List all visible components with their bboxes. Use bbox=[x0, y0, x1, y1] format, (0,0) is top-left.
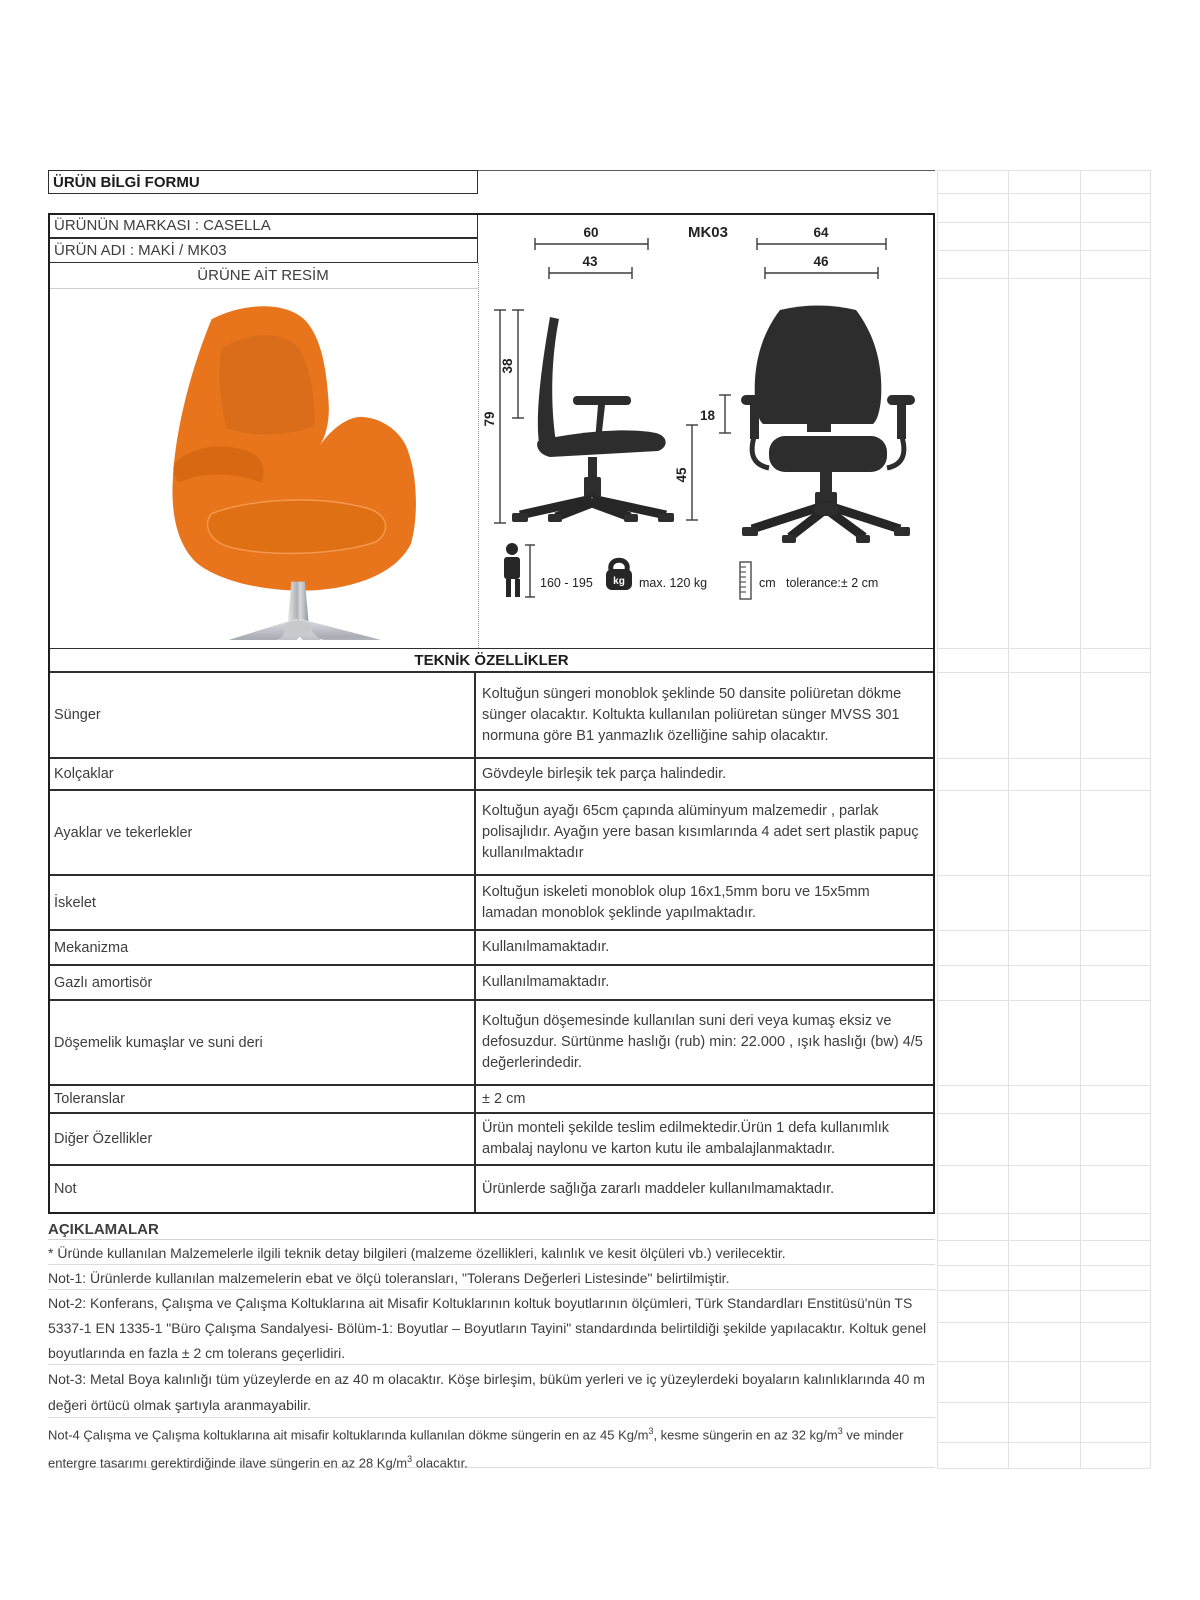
tech-label-text: İskelet bbox=[54, 894, 96, 911]
image-caption-row bbox=[48, 263, 478, 289]
grid-hline bbox=[937, 1085, 1150, 1086]
backview-connector bbox=[807, 424, 831, 432]
tech-row-value bbox=[475, 930, 935, 965]
tech-label-text: Mekanizma bbox=[54, 939, 129, 956]
tech-row-value bbox=[475, 1165, 935, 1213]
tech-row-label bbox=[48, 1000, 475, 1085]
tech-specs-title: TEKNİK ÖZELLİKLER bbox=[414, 651, 569, 669]
tech-row-value bbox=[475, 672, 935, 758]
tech-label-text: Ayaklar ve tekerlekler bbox=[54, 824, 193, 841]
grid-hline bbox=[937, 1361, 1150, 1362]
note-4-text: ve minder entergre tasarımı gerektirdiğinde ilave süngerin en az 28 Kg/m bbox=[48, 1427, 904, 1471]
tech-value-text: Ürün monteli şekilde teslim edilmektedir.Ürün 1 defa kullanımlık ambalaj naylonu ve karton kutu ile ambalajlanmaktadır. bbox=[482, 1120, 889, 1157]
grid-hline bbox=[937, 1113, 1150, 1114]
note-4 bbox=[48, 1418, 935, 1471]
tech-value-text: ± 2 cm bbox=[482, 1090, 526, 1107]
tech-value-text: Kullanılmamaktadır. bbox=[482, 939, 610, 955]
tech-value-text: Koltuğun süngeri monoblok şeklinde 50 dansite poliüretan dökme sünger olacaktır. Koltukta kullanılan poliüretan sünger MVSS 301 normuna göre B1 yanmazlık özelliğine sahip olacaktır. bbox=[482, 685, 902, 744]
note-4-text: , kesme süngerin en az 32 kg/m bbox=[653, 1427, 838, 1443]
sideview-armrest bbox=[573, 396, 631, 405]
dim-18: 18 bbox=[699, 408, 715, 423]
tolerance-label: tolerance:± 2 cm bbox=[786, 576, 879, 590]
grid-hline bbox=[937, 1322, 1150, 1323]
tech-label-text: Not bbox=[54, 1181, 77, 1197]
grid-hline bbox=[937, 930, 1150, 931]
grid-hline bbox=[937, 965, 1150, 966]
grid-hline bbox=[937, 758, 1150, 759]
note-4-sup: 3 bbox=[648, 1426, 654, 1436]
sideview-seat bbox=[537, 430, 666, 457]
dim-45: 45 bbox=[674, 467, 689, 483]
grid-hline bbox=[937, 1442, 1150, 1443]
backview-armhook-right bbox=[887, 437, 904, 468]
dim-60: 60 bbox=[583, 225, 599, 240]
backview-foot bbox=[856, 535, 870, 543]
height-range-label: 160 - 195 bbox=[540, 576, 593, 590]
grid-hline bbox=[937, 278, 1150, 279]
dim-46: 46 bbox=[813, 254, 829, 269]
tech-value-text: Koltuğun ayağı 65cm çapında alüminyum malzemedir , parlak polisajlıdır. Ayağın yere basan kısımlarında 4 adet sert plastik papuç kullanılmaktadır bbox=[482, 803, 919, 861]
tech-value-text: Kullanılmamaktadır. bbox=[482, 974, 610, 990]
tech-row-value bbox=[475, 1113, 935, 1165]
sideview-backrest bbox=[538, 317, 559, 448]
tech-row-value bbox=[475, 1085, 935, 1113]
tech-row-label bbox=[48, 875, 475, 930]
technical-diagram bbox=[478, 213, 935, 648]
backview-foot bbox=[894, 527, 910, 536]
grid-hline bbox=[937, 648, 1150, 649]
tech-row-label bbox=[48, 1165, 475, 1213]
tech-row-value bbox=[475, 965, 935, 1000]
ruler-icon bbox=[740, 562, 751, 599]
backview-armpost-right bbox=[897, 405, 906, 439]
chair-base-hub bbox=[284, 621, 313, 637]
max-weight-label: max. 120 kg bbox=[639, 576, 708, 590]
sideview-foot bbox=[512, 513, 528, 522]
notes-header-row bbox=[48, 1216, 935, 1240]
grid-hline bbox=[937, 170, 1150, 171]
form-title: ÜRÜN BİLGİ FORMU bbox=[53, 173, 200, 191]
dim-64: 64 bbox=[813, 225, 829, 240]
tech-row-value bbox=[475, 758, 935, 790]
grid-hline bbox=[937, 1402, 1150, 1403]
name-text: ÜRÜN ADI : MAKİ / MK03 bbox=[54, 242, 227, 259]
note-2-text: Not-2: Konferans, Çalışma ve Çalışma Koltuklarına ait Misafir Koltuklarının koltuk boyutlarının ölçümleri, Türk Standardları Enstitüsü'nün TS 5337-1 EN 1335-1 "Büro Çalışma Sandalyesi- Bölüm-1: Boyutlar – Boyutların Tayini" standardında belirtildiği şekilde yapılacaktır. Koltuk genel boyutlarında en fazla ± 2 cm tolerans geçerlidiri. bbox=[48, 1295, 927, 1361]
grid-hline bbox=[937, 1265, 1150, 1266]
tech-row-label bbox=[48, 790, 475, 875]
tech-label-text: Sünger bbox=[54, 707, 101, 723]
model-label: MK03 bbox=[687, 224, 729, 241]
note-4-sup: 3 bbox=[837, 1426, 843, 1436]
sideview-column-sleeve bbox=[584, 477, 601, 497]
grid-vline bbox=[937, 170, 938, 1468]
tech-row-label bbox=[48, 672, 475, 758]
backview-armpost-left bbox=[750, 405, 759, 439]
grid-hline bbox=[937, 222, 1150, 223]
grid-vline bbox=[1008, 170, 1009, 1468]
form-title-box bbox=[48, 170, 478, 194]
tech-label-text: Gazlı amortisör bbox=[54, 974, 153, 991]
backview-seat bbox=[769, 436, 887, 472]
tech-label-text: Döşemelik kumaşlar ve suni deri bbox=[54, 1034, 263, 1051]
tech-row-label bbox=[48, 1113, 475, 1165]
tech-value-text: Koltuğun döşemesinde kullanılan suni deri veya kumaş eksiz ve defosuzdur. Sürtünme haslığı (rub) min: 22.000 , ışık haslığı (bw) 4/5 değerlerindedir. bbox=[482, 1013, 923, 1071]
grid-hline bbox=[937, 1290, 1150, 1291]
brand-row bbox=[48, 213, 478, 238]
unit-label: cm bbox=[759, 576, 776, 590]
grid-hline bbox=[937, 1000, 1150, 1001]
note-1-text: Not-1: Ürünlerde kullanılan malzemelerin ebat ve ölçü toleransları, "Tolerans Değerleri Listesinde" belirtilmiştir. bbox=[48, 1270, 730, 1286]
grid-hline bbox=[937, 1165, 1150, 1166]
tech-specs-header-row bbox=[48, 648, 935, 672]
dim-79: 79 bbox=[482, 411, 497, 427]
grid-hline bbox=[937, 193, 1150, 194]
tech-label-text: Kolçaklar bbox=[54, 766, 114, 782]
note-star-text: * Üründe kullanılan Malzemelerle ilgili teknik detay bilgileri (malzeme özellikleri, kalınlık ve kesit ölçüleri vb.) verilecektir. bbox=[48, 1245, 786, 1261]
tech-row-value bbox=[475, 790, 935, 875]
brand-text: ÜRÜNÜN MARKASI : CASELLA bbox=[54, 217, 271, 234]
tech-row-label bbox=[48, 758, 475, 790]
backview-armrest-left bbox=[741, 395, 769, 405]
backview-armhook-left bbox=[752, 437, 769, 468]
tech-value-text: Gövdeyle birleşik tek parça halindedir. bbox=[482, 765, 727, 782]
grid-hline bbox=[937, 1240, 1150, 1241]
grid-hline bbox=[937, 250, 1150, 251]
tech-row-label bbox=[48, 965, 475, 1000]
note-2 bbox=[48, 1290, 935, 1365]
tech-row-label bbox=[48, 1085, 475, 1113]
backview-armrest-right bbox=[887, 395, 915, 405]
backview-foot bbox=[782, 535, 796, 543]
note-3-text: Not-3: Metal Boya kalınlığı tüm yüzeylerde en az 40 m olacaktır. Köşe birleşim, büküm yerleri ve iç yüzeylerdeki boyaların kalınlıklarında 40 m değeri örtücü olmak şartıyla aranmayabilir. bbox=[48, 1371, 925, 1413]
grid-hline bbox=[937, 1468, 1150, 1469]
note-4-text: olacaktır. bbox=[412, 1455, 468, 1471]
dim-43: 43 bbox=[582, 254, 598, 269]
note-3 bbox=[48, 1365, 935, 1418]
note-4-sup: 3 bbox=[407, 1454, 413, 1465]
grid-hline bbox=[937, 672, 1150, 673]
sideview-foot bbox=[658, 513, 674, 522]
tech-row-value bbox=[475, 1000, 935, 1085]
sideview-foot bbox=[624, 514, 638, 522]
grid-vline bbox=[1150, 170, 1151, 1468]
grid-hline bbox=[937, 790, 1150, 791]
tech-row-label bbox=[48, 930, 475, 965]
tech-value-text: Ürünlerde sağlığa zararlı maddeler kullanılmamaktadır. bbox=[482, 1180, 835, 1197]
grid-vline bbox=[1080, 170, 1081, 1468]
note-star bbox=[48, 1240, 935, 1265]
note-4-text: Not-4 Çalışma ve Çalışma koltuklarına ait misafir koltuklarında kullanılan dökme süngerin en az 45 Kg/m bbox=[48, 1427, 649, 1443]
notes-title: AÇIKLAMALAR bbox=[48, 1221, 159, 1238]
note-1 bbox=[48, 1265, 935, 1290]
sideview-foot bbox=[548, 514, 562, 522]
backview-backrest bbox=[755, 306, 882, 425]
backview-foot bbox=[742, 527, 758, 536]
grid-hline bbox=[937, 1213, 1150, 1214]
tech-row-value bbox=[475, 875, 935, 930]
dim-38: 38 bbox=[500, 358, 515, 374]
backview-base-hub bbox=[813, 502, 839, 516]
product-photo-orange-chair bbox=[65, 290, 475, 640]
kg-icon-label: kg bbox=[613, 576, 625, 587]
tech-label-text: Toleranslar bbox=[54, 1091, 125, 1107]
person-height-icon bbox=[504, 543, 520, 597]
image-caption: ÜRÜNE AİT RESİM bbox=[197, 267, 329, 284]
name-row bbox=[48, 238, 478, 263]
chair-seat-cushion bbox=[208, 500, 386, 553]
tech-value-text: Koltuğun iskeleti monoblok olup 16x1,5mm boru ve 15x5mm lamadan monoblok şeklinde yapılmaktadır. bbox=[482, 883, 870, 921]
tech-label-text: Diğer Özellikler bbox=[54, 1131, 153, 1147]
grid-hline bbox=[937, 875, 1150, 876]
